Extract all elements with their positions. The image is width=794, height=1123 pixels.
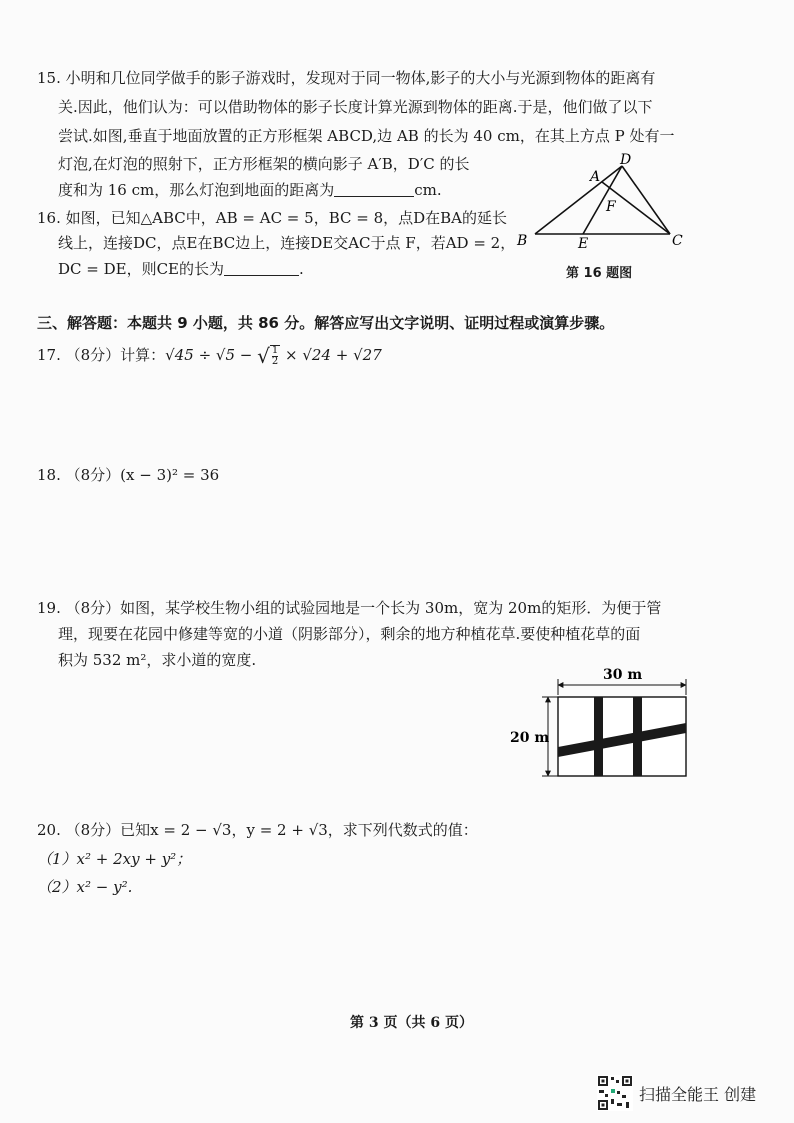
q17 — [37, 345, 382, 367]
q15-line-1: 15. 小明和几位同学做手的影子游戏时，发现对于同一物体,影子的大小与光源到物体的距离有 — [37, 69, 656, 87]
segment-dc — [622, 166, 670, 234]
q16-period: . — [299, 260, 304, 278]
q19-line-1: 19. （8分）如图，某学校生物小组的试验园地是一个长为 30m，宽为 20m的矩形．为便于管 — [37, 599, 662, 617]
q17-prefix: 17. （8分）计算： — [37, 346, 166, 364]
answer-blank — [334, 182, 414, 197]
triangle-figure — [510, 148, 690, 253]
segment-de — [583, 166, 622, 234]
q20-part-1: （1）x² + 2xy + y²； — [37, 850, 192, 868]
q16-line-2: 线上，连接DC，点E在BC边上，连接DE交AC于点 F，若AD = 2， — [58, 234, 516, 252]
q15-line-2: 关.因此，他们认为：可以借助物体的影子长度计算光源到物体的距离.于是，他们做了以下 — [58, 98, 653, 116]
q20-line-1: 20. （8分）已知x = 2 − √3，y = 2 + √3，求下列代数式的值： — [37, 821, 478, 839]
scanner-watermark — [597, 1075, 756, 1111]
q15-line-3: 尝试.如图,垂直于地面放置的正方形框架 ABCD,边 AB 的长为 40 cm，在其上方点 P 处有一 — [58, 127, 675, 145]
label-f: F — [606, 199, 616, 215]
figure-caption: 第 16 题图 — [566, 266, 633, 281]
label-d: D — [620, 152, 632, 168]
label-b: B — [517, 233, 528, 249]
scanner-text: 扫描全能王 创建 — [639, 1084, 757, 1104]
q17-expr-a: √45 ÷ √5 − — [165, 346, 258, 364]
q17-expr-b: × √24 + √27 — [280, 346, 382, 364]
section-heading: 三、解答题：本题共 9 小题，共 86 分。解答应写出文字说明、证明过程或演算步骤。 — [37, 314, 615, 332]
q19-line-3: 积为 532 m²，求小道的宽度. — [58, 651, 257, 669]
garden-figure — [508, 665, 698, 785]
q15-text: 度和为 16 cm，那么灯泡到地面的距离为 — [58, 181, 335, 199]
height-label: 20 m — [510, 730, 550, 746]
sqrt-fraction: √ $\frac{1}{2}$ — [257, 344, 279, 368]
vertical-path-1 — [594, 697, 603, 776]
q16-line-3 — [58, 259, 304, 279]
q15-line-4: 灯泡,在灯泡的照射下，正方形框架的横向影子 A′B，D′C 的长 — [58, 155, 470, 173]
fraction-numerator: 1 — [271, 345, 279, 356]
q15-unit: cm. — [414, 181, 442, 199]
q16-text: DC = DE，则CE的长为 — [58, 260, 225, 278]
q15-line-5 — [58, 180, 442, 200]
page-number: 第 3 页（共 6 页） — [350, 1015, 473, 1031]
fraction-denominator: 2 — [271, 356, 279, 367]
q19-line-2: 理，现要在花园中修建等宽的小道（阴影部分），剩余的地方种植花草.要使种植花草的面 — [58, 625, 641, 643]
q18: 18. （8分）(x − 3)² = 36 — [37, 466, 220, 484]
q16-line-1: 16. 如图，已知△ABC中，AB = AC = 5，BC = 8，点D在BA的延长 — [37, 209, 507, 227]
label-e: E — [578, 236, 589, 252]
width-label: 30 m — [603, 667, 643, 683]
q20-part-2: （2）x² − y². — [37, 878, 133, 896]
qr-code-icon — [597, 1075, 633, 1111]
answer-blank — [224, 261, 299, 276]
label-a: A — [590, 169, 601, 185]
label-c: C — [672, 233, 683, 249]
